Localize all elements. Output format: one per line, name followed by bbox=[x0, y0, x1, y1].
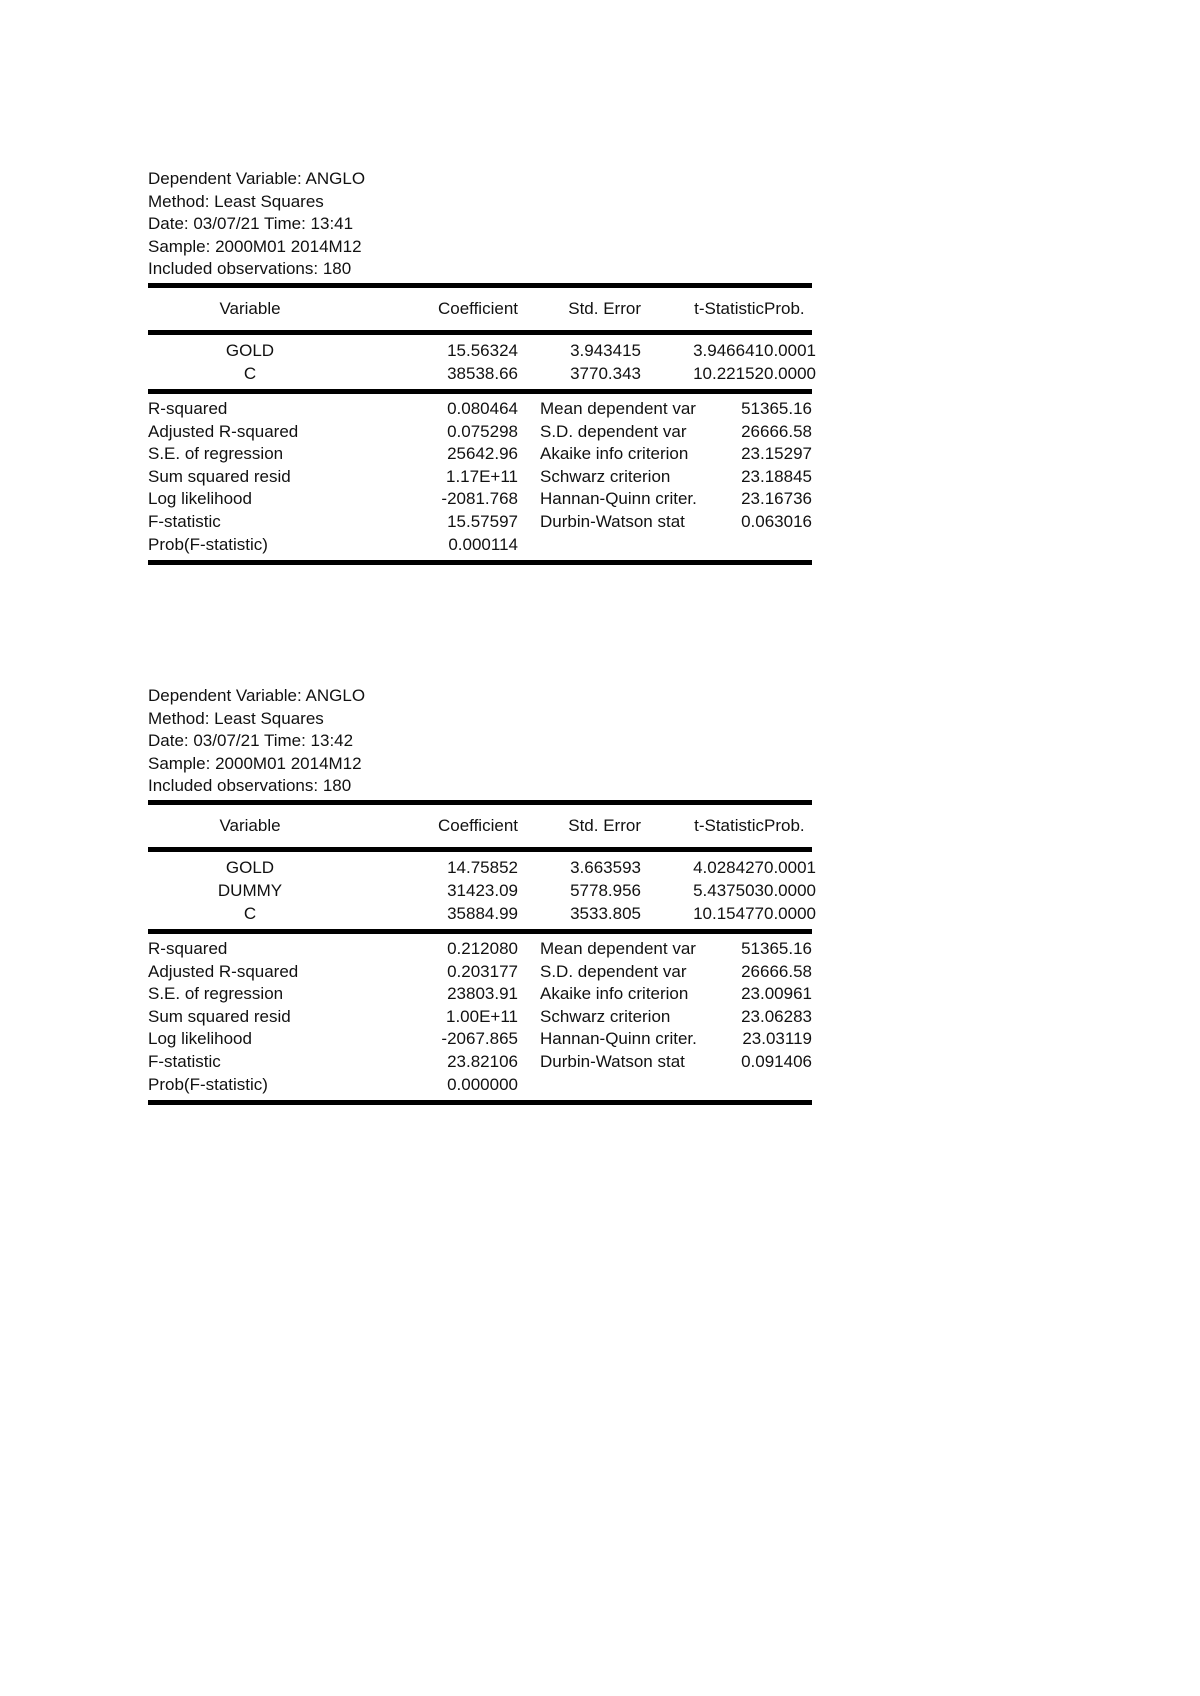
coefficient-table bbox=[148, 335, 816, 389]
stat-label: Log likelihood bbox=[148, 489, 252, 509]
sample-line: Sample: 2000M01 2014M12 bbox=[148, 753, 362, 773]
stat-row bbox=[148, 421, 812, 444]
column-header: Coefficient bbox=[437, 298, 518, 318]
stat-row bbox=[148, 534, 812, 557]
variable-cell: C bbox=[243, 363, 257, 383]
coefficient-cell: 35884.99 bbox=[447, 903, 518, 923]
prob-cell: 0.0000 bbox=[764, 363, 816, 383]
stat-label: Akaike info criterion bbox=[540, 444, 689, 464]
stat-value: 0.212080 bbox=[447, 938, 518, 958]
stat-label: S.D. dependent var bbox=[540, 421, 687, 441]
variable-cell: C bbox=[243, 903, 257, 923]
stat-label bbox=[518, 1074, 738, 1097]
stat-label: Prob(F-statistic) bbox=[148, 534, 268, 554]
stat-row bbox=[148, 961, 812, 984]
regression-output-2 bbox=[148, 685, 816, 1105]
stat-value: -2081.768 bbox=[441, 489, 518, 509]
stat-label: Sum squared resid bbox=[148, 1006, 291, 1026]
stat-label: Schwarz criterion bbox=[540, 466, 671, 486]
stat-value bbox=[738, 534, 812, 557]
table-rule bbox=[148, 1100, 812, 1105]
std-error-cell: 3533.805 bbox=[570, 903, 641, 923]
stat-row bbox=[148, 983, 812, 1006]
stat-value: 0.203177 bbox=[447, 961, 518, 981]
std-error-cell: 5778.956 bbox=[570, 880, 641, 900]
stat-row bbox=[148, 1051, 812, 1074]
output-header bbox=[148, 685, 812, 798]
stat-value: 0.075298 bbox=[447, 421, 518, 441]
stat-label: Prob(F-statistic) bbox=[148, 1074, 268, 1094]
stat-label bbox=[518, 534, 738, 557]
stat-row bbox=[148, 1074, 812, 1097]
stat-value: 0.000114 bbox=[448, 534, 518, 554]
column-header: Coefficient bbox=[437, 815, 518, 835]
stat-value: 23.16736 bbox=[741, 489, 812, 509]
stat-value: 23803.91 bbox=[447, 984, 518, 1004]
std-error-cell: 3770.343 bbox=[570, 363, 641, 383]
stat-label: Adjusted R-squared bbox=[148, 961, 299, 981]
stat-row bbox=[148, 443, 812, 466]
column-header: Variable bbox=[219, 298, 281, 318]
date-time-line: Date: 03/07/21 Time: 13:42 bbox=[148, 731, 354, 751]
stat-label: Adjusted R-squared bbox=[148, 421, 299, 441]
t-statistic-cell: 3.946641 bbox=[693, 340, 764, 360]
stat-row bbox=[148, 1006, 812, 1029]
stat-row bbox=[148, 938, 812, 961]
stat-value: 0.091406 bbox=[741, 1051, 812, 1071]
table-row bbox=[148, 879, 816, 902]
stat-label: Durbin-Watson stat bbox=[540, 1051, 685, 1071]
variable-cell: DUMMY bbox=[217, 880, 283, 900]
prob-cell: 0.0001 bbox=[764, 340, 816, 360]
stat-label: Log likelihood bbox=[148, 1029, 252, 1049]
prob-cell: 0.0000 bbox=[764, 880, 816, 900]
stat-row bbox=[148, 466, 812, 489]
stat-value: 1.00E+11 bbox=[445, 1006, 518, 1026]
stat-row bbox=[148, 488, 812, 511]
stat-label: F-statistic bbox=[148, 1051, 221, 1071]
stat-value: 23.00961 bbox=[741, 984, 812, 1004]
stat-value: 0.000000 bbox=[447, 1074, 518, 1094]
prob-cell: 0.0000 bbox=[764, 903, 816, 923]
stat-value: 0.063016 bbox=[741, 511, 812, 531]
stat-label: Mean dependent var bbox=[540, 938, 696, 958]
stat-label: Schwarz criterion bbox=[540, 1006, 671, 1026]
stat-value: 23.03119 bbox=[742, 1029, 812, 1049]
variable-cell: GOLD bbox=[225, 340, 275, 360]
stat-value: 51365.16 bbox=[741, 398, 812, 418]
sample-line: Sample: 2000M01 2014M12 bbox=[148, 236, 362, 256]
t-statistic-cell: 4.028427 bbox=[693, 857, 764, 877]
summary-statistics bbox=[148, 394, 812, 560]
stat-value: 51365.16 bbox=[741, 938, 812, 958]
observations-line: Included observations: 180 bbox=[148, 776, 352, 796]
t-statistic-cell: 10.15477 bbox=[693, 903, 764, 923]
coefficient-table bbox=[148, 852, 816, 929]
stat-value: 1.17E+11 bbox=[445, 466, 518, 486]
stat-label: S.E. of regression bbox=[148, 444, 284, 464]
stat-label: Mean dependent var bbox=[540, 398, 696, 418]
coefficient-cell: 38538.66 bbox=[447, 363, 518, 383]
variable-cell: GOLD bbox=[225, 857, 275, 877]
t-statistic-cell: 5.437503 bbox=[693, 880, 764, 900]
coefficient-cell: 31423.09 bbox=[447, 880, 518, 900]
stat-value: 26666.58 bbox=[741, 421, 812, 441]
summary-statistics bbox=[148, 934, 812, 1100]
method-line: Method: Least Squares bbox=[148, 191, 324, 211]
stat-value: 0.080464 bbox=[447, 398, 518, 418]
dependent-variable-line: Dependent Variable: ANGLO bbox=[148, 686, 366, 705]
stat-label: R-squared bbox=[148, 398, 228, 418]
method-line: Method: Least Squares bbox=[148, 708, 324, 728]
stat-label: Sum squared resid bbox=[148, 466, 291, 486]
stat-value: 25642.96 bbox=[447, 444, 518, 464]
column-header: t-Statistic bbox=[694, 815, 764, 835]
stat-value: 23.18845 bbox=[741, 466, 812, 486]
stat-label: Hannan-Quinn criter. bbox=[540, 489, 697, 509]
dependent-variable-line: Dependent Variable: ANGLO bbox=[148, 169, 366, 188]
stat-label: Durbin-Watson stat bbox=[540, 511, 685, 531]
coefficient-cell: 15.56324 bbox=[447, 340, 518, 360]
stat-label: Akaike info criterion bbox=[540, 984, 689, 1004]
table-row bbox=[148, 902, 816, 925]
prob-cell: 0.0001 bbox=[764, 857, 816, 877]
stat-value: 26666.58 bbox=[741, 961, 812, 981]
std-error-cell: 3.663593 bbox=[570, 857, 641, 877]
table-rule bbox=[148, 560, 812, 565]
table-row bbox=[148, 362, 816, 385]
stat-value bbox=[738, 1074, 812, 1097]
stat-label: S.D. dependent var bbox=[540, 961, 687, 981]
stat-row bbox=[148, 511, 812, 534]
regression-output-1 bbox=[148, 168, 816, 565]
column-header: Prob. bbox=[764, 298, 805, 318]
date-time-line: Date: 03/07/21 Time: 13:41 bbox=[148, 214, 354, 234]
table-row bbox=[148, 856, 816, 879]
stat-label: F-statistic bbox=[148, 511, 221, 531]
stat-label: Hannan-Quinn criter. bbox=[540, 1029, 697, 1049]
column-header: t-Statistic bbox=[694, 298, 764, 318]
stat-label: S.E. of regression bbox=[148, 984, 284, 1004]
column-header: Std. Error bbox=[568, 815, 641, 835]
stat-value: 23.06283 bbox=[741, 1006, 812, 1026]
std-error-cell: 3.943415 bbox=[570, 340, 641, 360]
stat-label: R-squared bbox=[148, 938, 228, 958]
column-headers bbox=[148, 805, 812, 847]
t-statistic-cell: 10.22152 bbox=[693, 363, 764, 383]
column-header: Variable bbox=[219, 815, 281, 835]
stat-value: -2067.865 bbox=[441, 1029, 518, 1049]
observations-line: Included observations: 180 bbox=[148, 259, 352, 279]
stat-value: 23.15297 bbox=[741, 444, 812, 464]
column-header: Prob. bbox=[764, 815, 805, 835]
stat-value: 23.82106 bbox=[447, 1051, 518, 1071]
table-row bbox=[148, 339, 816, 362]
coefficient-cell: 14.75852 bbox=[447, 857, 518, 877]
stat-row bbox=[148, 398, 812, 421]
stat-row bbox=[148, 1028, 812, 1051]
output-header bbox=[148, 168, 812, 281]
column-headers bbox=[148, 288, 812, 330]
column-header: Std. Error bbox=[568, 298, 641, 318]
stat-value: 15.57597 bbox=[447, 511, 518, 531]
